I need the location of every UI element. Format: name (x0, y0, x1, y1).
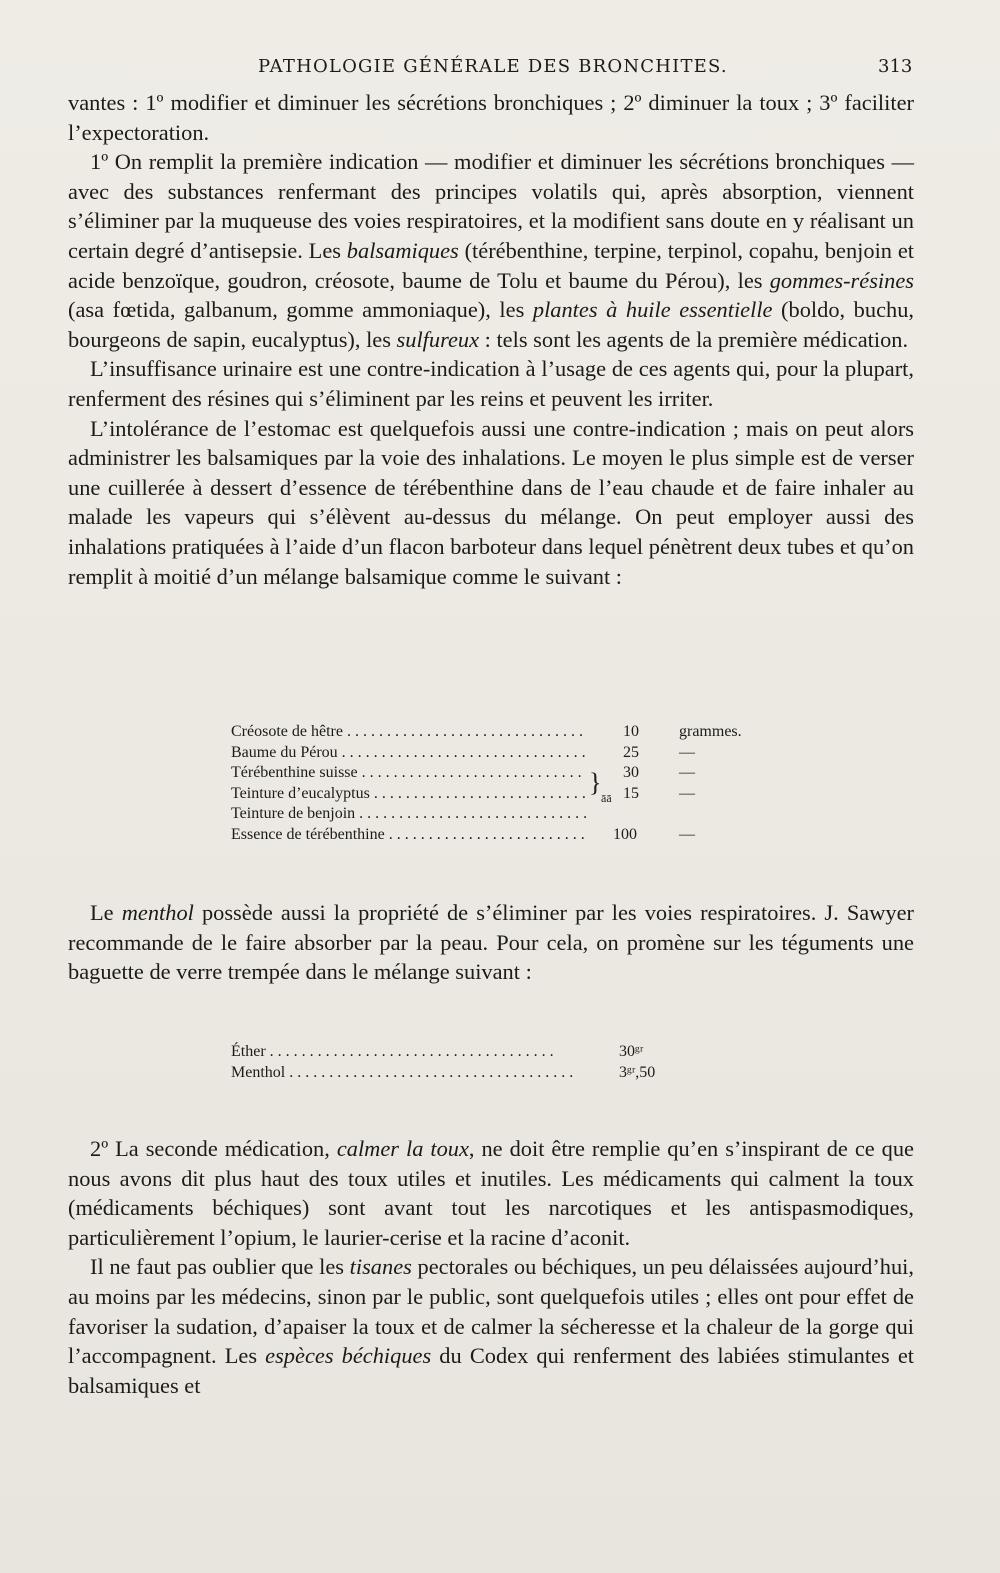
ingredient-name: Menthol . . . (231, 1063, 586, 1084)
ingredient-name: Térébenthine suisse . . . (231, 763, 586, 784)
paragraph: L’insuffisance urinaire est une contre-indication à l’usage de ces agents qui, pour la plupart, renferment des résines qui s’éliminent par les reins et peuvent les irriter. (68, 356, 914, 411)
body-text-upper (68, 88, 914, 591)
ingredient-name: Éther . . . (231, 1042, 586, 1063)
page-header (0, 56, 1000, 84)
ingredient-quantity: 10 (623, 723, 639, 740)
ingredient-name: Créosote de hêtre . . . (231, 722, 586, 743)
paragraph: L’intolérance de l’estomac est quelquefois aussi une contre-indication ; mais on peut alors administrer les balsamiques par la voie des inhalations. Le moyen le plus simple est de verser une cuillerée à dessert d’essence de térébenthine dans de l’eau chaude et de faire inhaler au malade les vapeurs qui s’élèvent au-dessus du mélange. On peut employer aussi des inhalations pratiquées à l’aide d’un flacon barboteur dans lequel pénètrent deux tubes et qu’on remplit à moitié d’un mélange balsamique comme le suivant : (68, 415, 914, 589)
italic-term: tisanes (349, 1254, 412, 1280)
ana-label: āā (601, 791, 612, 805)
ingredient-unit: — (679, 743, 695, 761)
ingredient-name: Teinture de benjoin . . . (231, 804, 586, 825)
ingredient-unit: — (679, 825, 695, 843)
italic-term: sulfureux (396, 326, 480, 352)
page-number: 313 (878, 56, 913, 77)
ingredient-unit: grammes. (679, 723, 742, 740)
grouping-brace: } (589, 768, 602, 797)
running-title: PATHOLOGIE GÉNÉRALE DES BRONCHITES. (258, 56, 728, 77)
italic-term: balsamiques (346, 237, 459, 263)
paragraph: Le menthol possède aussi la propriété de s’éliminer par les voies respiratoires. J. Sawyer recommande de le faire absorber par la peau. Pour cela, on promène sur les téguments une baguette de verre trempée dans le mélange suivant : (68, 900, 914, 985)
ingredient-name: Teinture d’eucalyptus . . . (231, 784, 586, 805)
body-text-lower (68, 1134, 914, 1400)
ingredient-quantity: 30 (623, 764, 639, 781)
paragraph: 1º On remplit la première indication — modifier et diminuer les sécrétions bronchiques — avec des substances renfermant des principes volatils qui, après absorption, viennent s’éliminer par la muqueuse des voies respiratoires, et la modifient sans doute en y réalisant un certain degré d’antisepsie. Les balsamiques (térébenthine, terpine, terpinol, copahu, benjoin et acide benzoïque, goudron, créosote, baume de Tolu et baume du Pérou), les gommes-résines (asa fœtida, galbanum, gomme ammoniaque), les plantes à huile essentielle (boldo, buchu, bourgeons de sapin, eucalyptus), les sulfureux : tels sont les agents de la première médication. (68, 149, 914, 352)
ana-quantity: 15 (623, 785, 639, 802)
body-text-menthol (68, 898, 914, 987)
italic-term: gommes-résines (769, 267, 914, 293)
italic-term: plantes à huile essentielle (532, 297, 773, 323)
italic-term: calmer la toux (336, 1136, 469, 1161)
ingredient-name: Essence de térébenthine . . . (231, 825, 586, 846)
ingredient-quantity: 3ᵍʳ,50 (619, 1063, 656, 1081)
italic-term: espèces béchiques (265, 1343, 432, 1369)
ana-unit: — (679, 785, 695, 802)
italic-term: menthol (121, 900, 194, 925)
paragraph: vantes : 1º modifier et diminuer les sécrétions bronchiques ; 2º diminuer la toux ; 3º faciliter l’expectoration. (68, 90, 914, 145)
ingredient-name: Baume du Pérou . . . (231, 743, 586, 764)
ingredient-quantity: 30ᵍʳ (619, 1043, 644, 1060)
ingredient-quantity: 100 (613, 825, 637, 843)
ingredient-unit: — (679, 764, 695, 781)
paragraph: 2º La seconde médication, calmer la toux, ne doit être remplie qu’en s’inspirant de ce que nous avons dit plus haut des toux utiles et inutiles. Les médicaments qui calment la toux (médicaments béchiques) sont avant tout les narcotiques et les antispasmodiques, particulièrement l’opium, le laurier-cerise et la racine d’aconit. (68, 1136, 914, 1250)
paragraph: Il ne faut pas oublier que les tisanes pectorales ou béchiques, un peu délaissées aujourd’hui, au moins par les médecins, sinon par le public, sont quelquefois utiles ; elles ont pour effet de favoriser la sudation, d’apaiser la toux et de calmer la sécheresse et la chaleur de la gorge qui l’accompagnent. Les espèces béchiques du Codex qui renferment des labiées stimulantes et balsamiques et (68, 1254, 914, 1398)
ingredient-quantity: 25 (623, 743, 639, 761)
